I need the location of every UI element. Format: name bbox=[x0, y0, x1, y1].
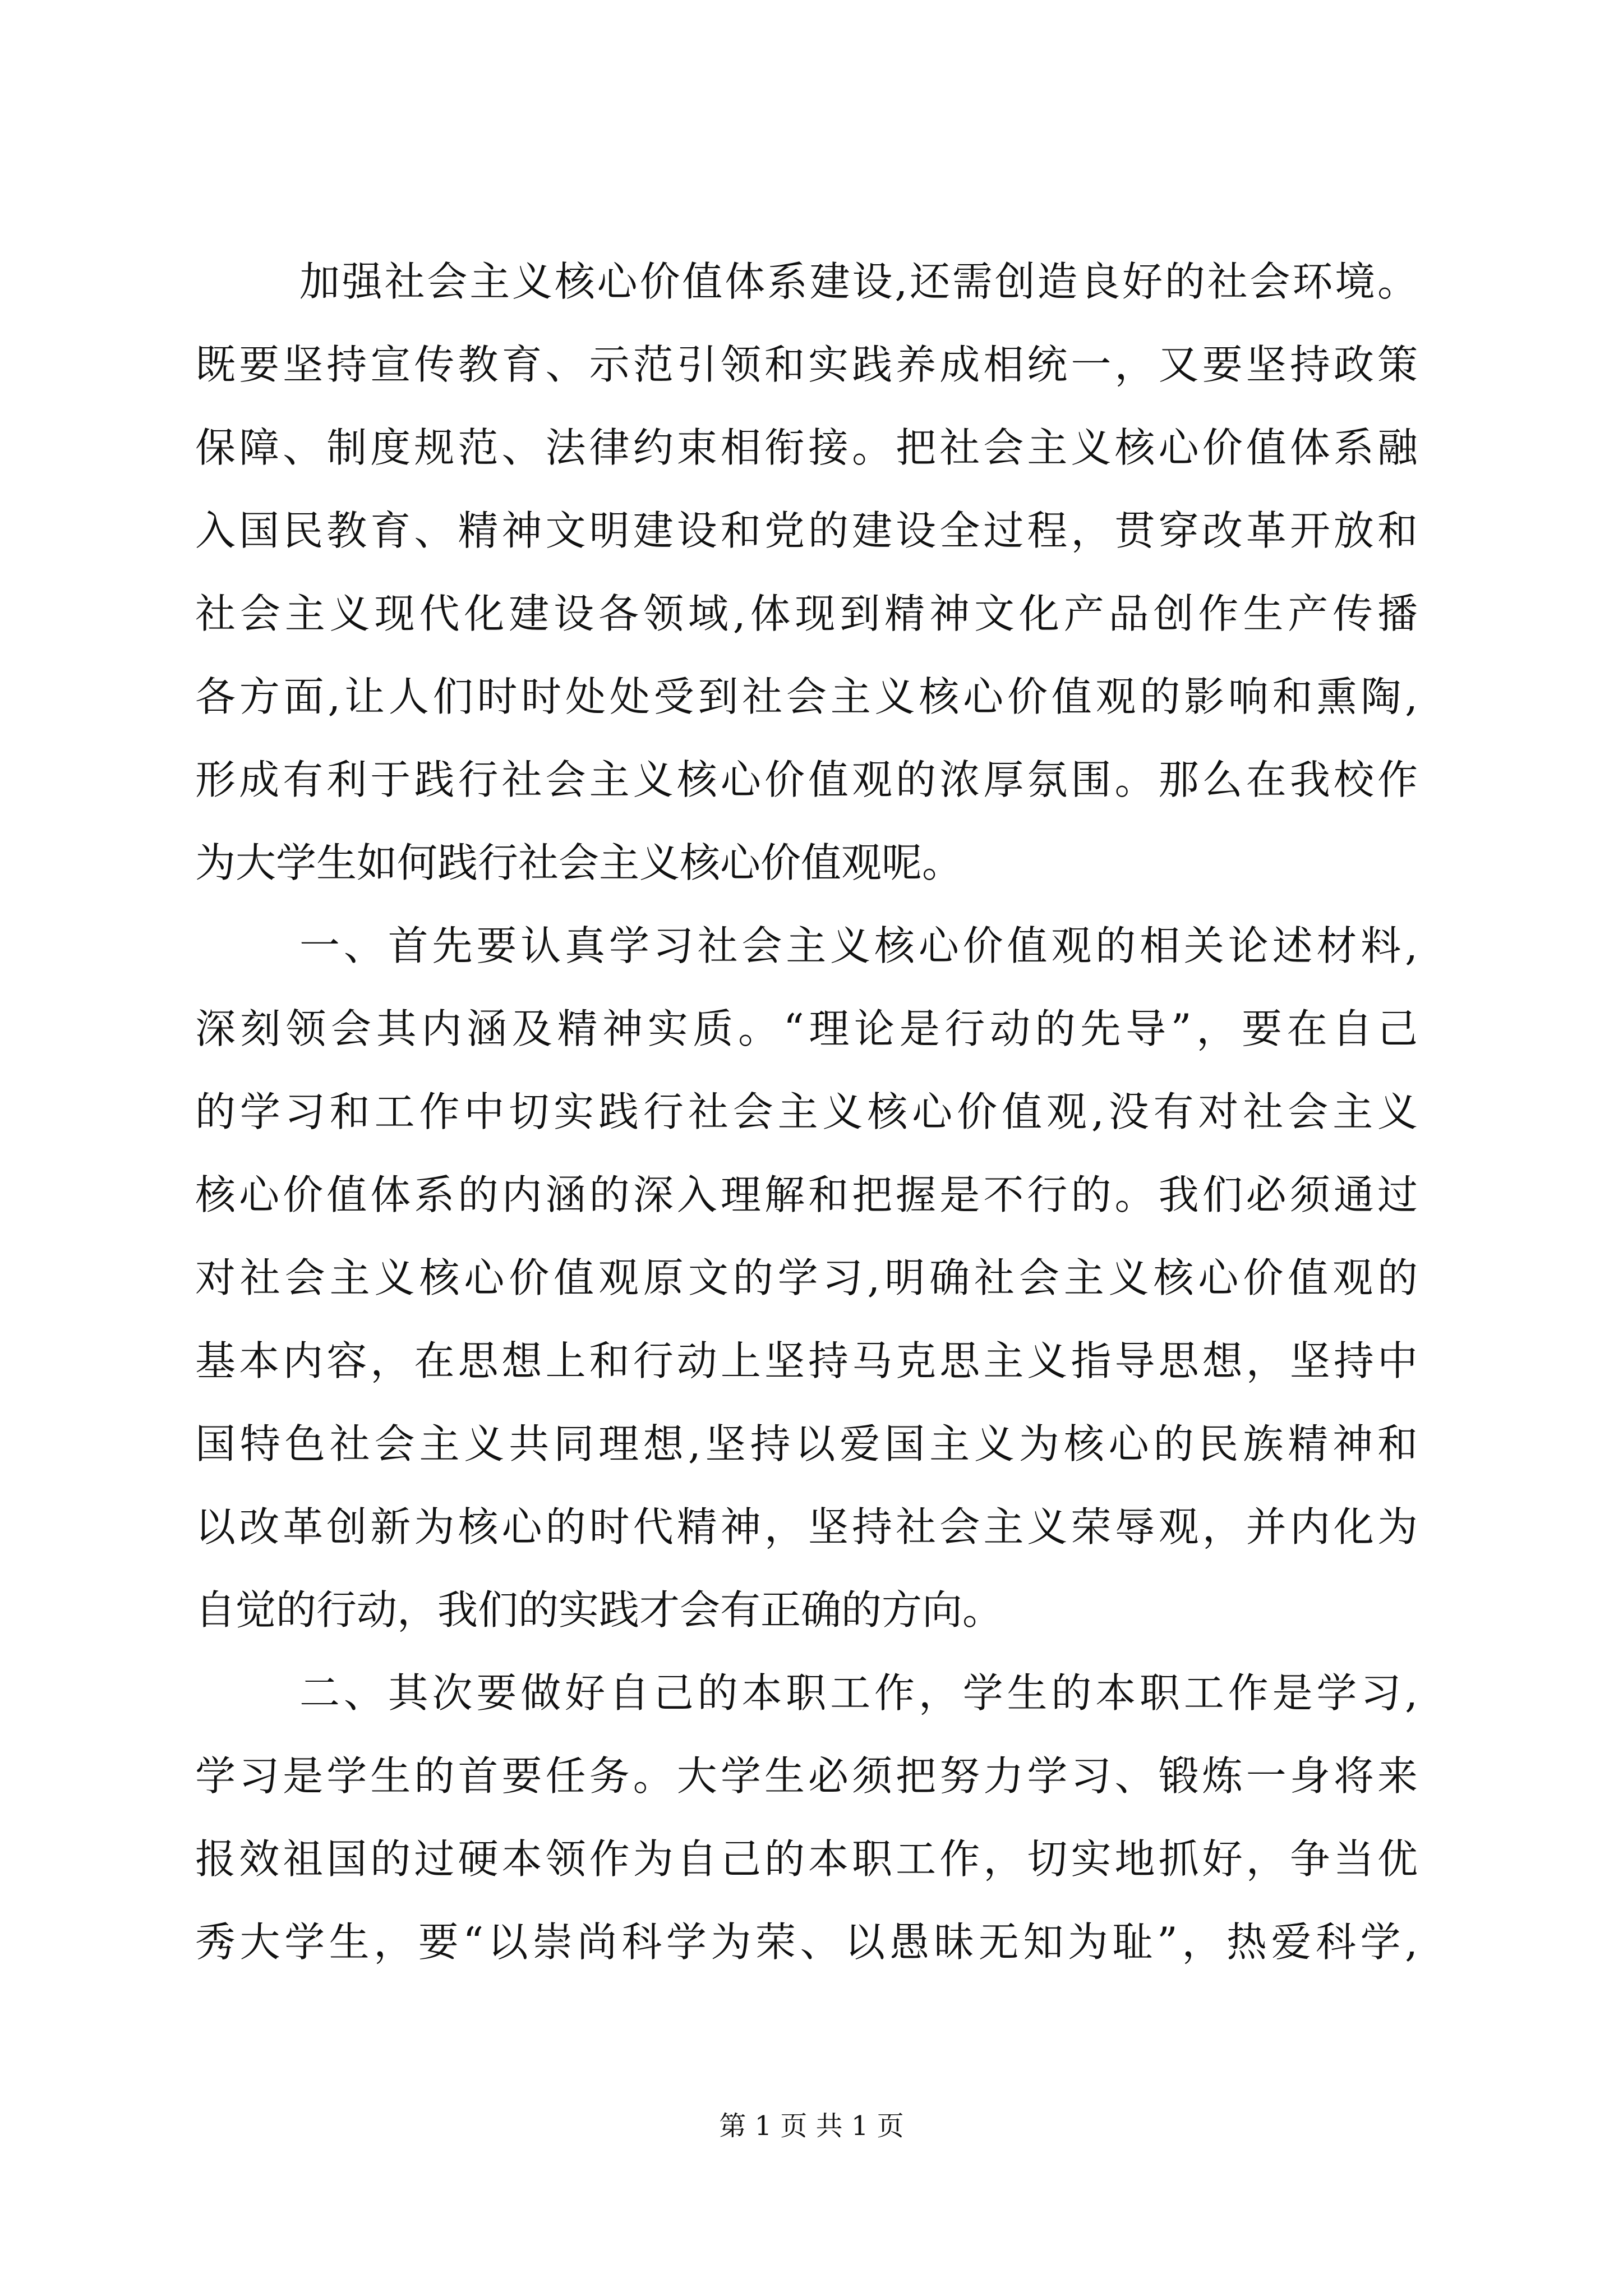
text-line: 国特色社会主义共同理想,坚持以爱国主义为核心的民族精神和 bbox=[195, 1420, 1418, 1467]
text-line: 核心价值体系的内涵的深入理解和把握是不行的。我们必须通过 bbox=[195, 1171, 1418, 1218]
text-line: 基本内容，在思想上和行动上坚持马克思主义指导思想，坚持中 bbox=[195, 1337, 1418, 1384]
paragraph bbox=[195, 240, 1418, 904]
text-line: 形成有利于践行社会主义核心价值观的浓厚氛围。那么在我校作 bbox=[195, 756, 1418, 803]
text-line: 报效祖国的过硬本领作为自己的本职工作，切实地抓好，争当优 bbox=[195, 1835, 1418, 1883]
text-line: 为大学生如何践行社会主义核心价值观呢。 bbox=[195, 839, 963, 886]
text-line: 的学习和工作中切实践行社会主义核心价值观,没有对社会主义 bbox=[195, 1088, 1418, 1135]
text-line: 学习是学生的首要任务。大学生必须把努力学习、锻炼一身将来 bbox=[195, 1752, 1418, 1800]
text-line: 各方面,让人们时时处处受到社会主义核心价值观的影响和熏陶, bbox=[195, 673, 1418, 720]
text-line: 入国民教育、精神文明建设和党的建设全过程，贯穿改革开放和 bbox=[195, 507, 1418, 554]
page-footer bbox=[0, 2109, 1623, 2143]
text-line: 社会主义现代化建设各领域,体现到精神文化产品创作生产传播 bbox=[195, 590, 1418, 637]
text-line: 保障、制度规范、法律约束相衔接。把社会主义核心价值体系融 bbox=[195, 424, 1418, 471]
text-line: 深刻领会其内涵及精神实质。“理论是行动的先导”，要在自己 bbox=[195, 1005, 1418, 1052]
paragraph bbox=[195, 1651, 1418, 1984]
text-line: 对社会主义核心价值观原文的学习,明确社会主义核心价值观的 bbox=[195, 1254, 1418, 1301]
text-line: 秀大学生，要“以崇尚科学为荣、以愚昧无知为耻”，热爱科学, bbox=[195, 1918, 1418, 1966]
text-line: 以改革创新为核心的时代精神，坚持社会主义荣辱观，并内化为 bbox=[195, 1503, 1418, 1550]
text-line: 既要坚持宣传教育、示范引领和实践养成相统一，又要坚持政策 bbox=[195, 341, 1418, 388]
text-line: 加强社会主义核心价值体系建设,还需创造良好的社会环境。 bbox=[299, 258, 1418, 305]
text-line: 自觉的行动，我们的实践才会有正确的方向。 bbox=[195, 1586, 1003, 1634]
page-number-label: 第 1 页 共 1 页 bbox=[719, 2110, 904, 2142]
text-line: 二、其次要做好自己的本职工作，学生的本职工作是学习, bbox=[299, 1669, 1418, 1717]
text-line: 一、首先要认真学习社会主义核心价值观的相关论述材料, bbox=[299, 922, 1418, 969]
document-body bbox=[195, 240, 1418, 1984]
paragraph bbox=[195, 904, 1418, 1651]
